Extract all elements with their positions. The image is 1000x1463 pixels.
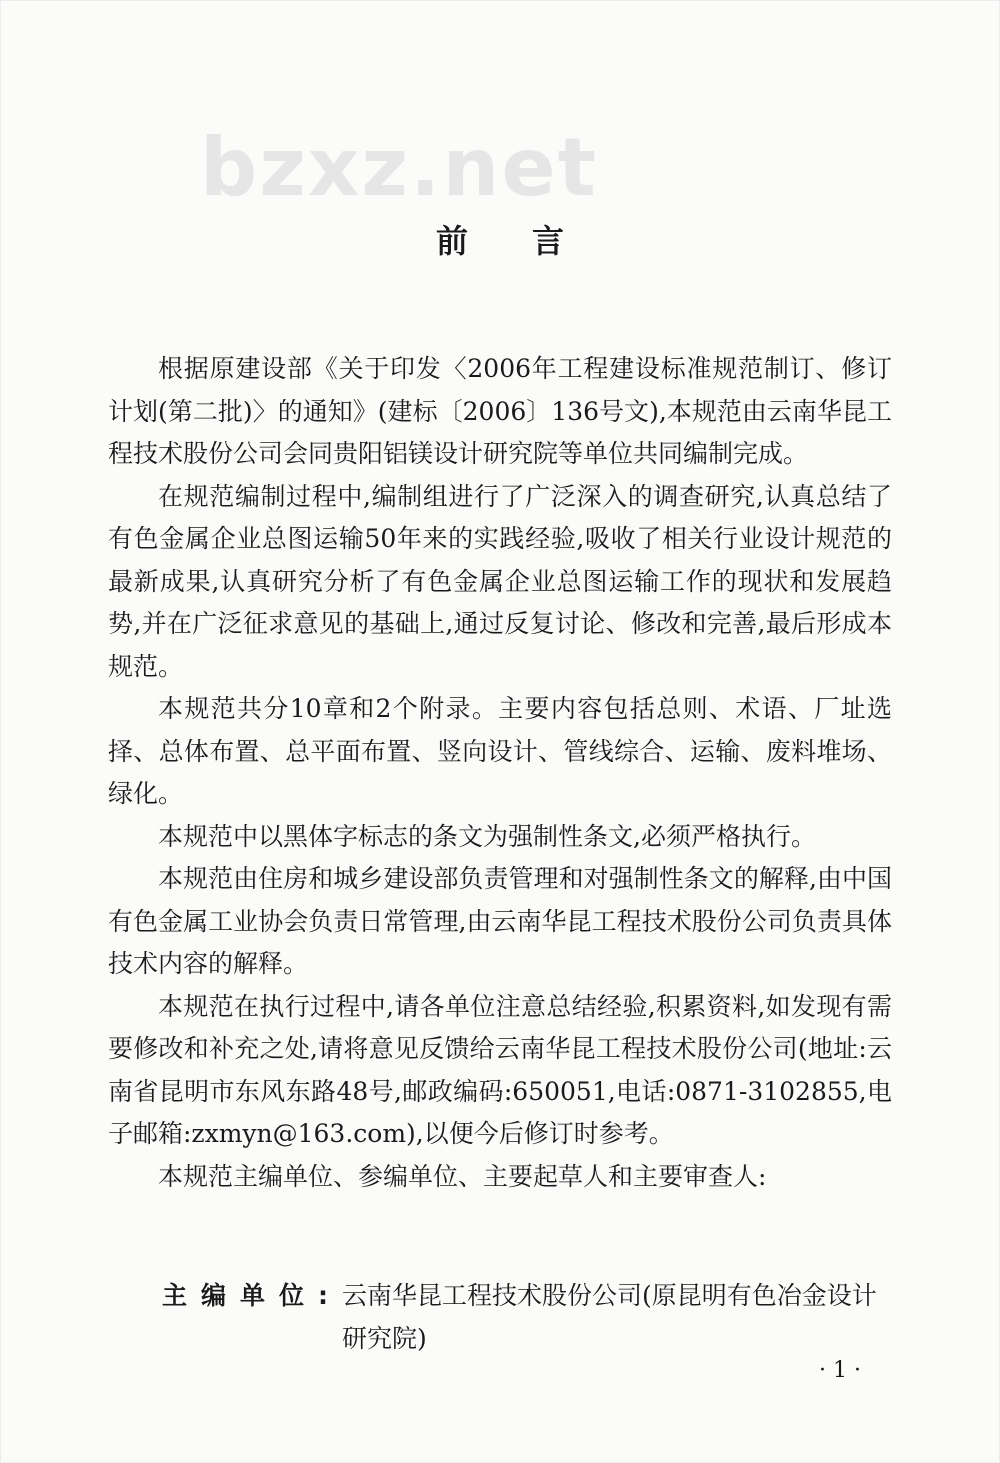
- paragraph: 根据原建设部《关于印发〈2006年工程建设标准规范制订、修订计划(第二批)〉的通知》(建标〔2006〕136号文),本规范由云南华昆工程技术股份公司会同贵阳铝镁设计研究院等单位共同编制完成。: [108, 354, 892, 468]
- chief-editor-label: 主编单位:: [162, 1281, 342, 1310]
- paragraph: 本规范主编单位、参编单位、主要起草人和主要审查人:: [158, 1161, 767, 1191]
- chief-editor-entry: [162, 1275, 892, 1360]
- paragraph: 本规范在执行过程中,请各单位注意总结经验,积累资料,如发现有需要修改和补充之处,请将意见反馈给云南华昆工程技术股份公司(地址:云南省昆明市东风东路48号,邮政编码:650051,电话:0871-3102855,电子邮箱:zxmyn@163.com),以便今后修订时参考。: [108, 991, 892, 1148]
- paragraph: 在规范编制过程中,编制组进行了广泛深入的调查研究,认真总结了有色金属企业总图运输50年来的实践经验,吸收了相关行业设计规范的最新成果,认真研究分析了有色金属企业总图运输工作的现状和发展趋势,并在广泛征求意见的基础上,通过反复讨论、修改和完善,最后形成本规范。: [108, 481, 892, 681]
- preface-body: [108, 348, 892, 1198]
- watermark: bzxz.net: [200, 121, 598, 214]
- paragraph: 本规范由住房和城乡建设部负责管理和对强制性条文的解释,由中国有色金属工业协会负责日常管理,由云南华昆工程技术股份公司负责具体技术内容的解释。: [108, 864, 892, 978]
- page-number: · 1 ·: [819, 1358, 861, 1383]
- paragraph: 本规范中以黑体字标志的条文为强制性条文,必须严格执行。: [158, 821, 816, 851]
- page-title: 前言: [435, 222, 628, 260]
- paragraph: 本规范共分10章和2个附录。主要内容包括总则、术语、厂址选择、总体布置、总平面布置、竖向设计、管线综合、运输、废料堆场、绿化。: [108, 694, 892, 808]
- chief-editor-value: 云南华昆工程技术股份公司(原昆明有色冶金设计研究院): [342, 1281, 877, 1353]
